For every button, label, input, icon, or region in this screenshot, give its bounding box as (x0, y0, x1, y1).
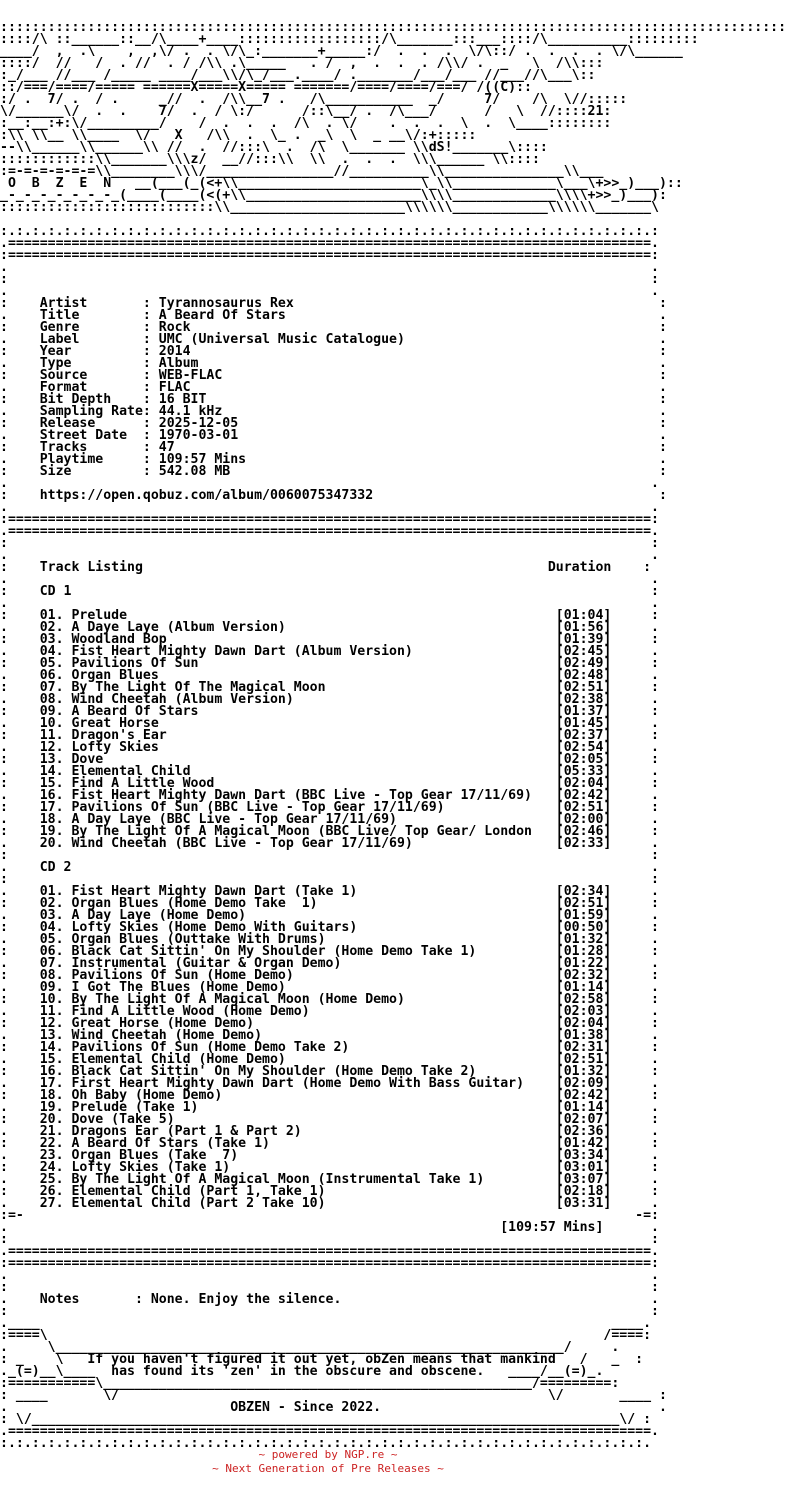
footer (0, 1448, 656, 1476)
tagline: ~ Next Generation of Pre Releases ~ (212, 1462, 444, 1475)
nfo-text: ::::::::::::::::::::::::::::::::::::::::::::::::::::::::::::::::::::::::::::::::::::::::::::::::::: ::::/\ ::______::__/\____+____::::::::::::::::::/\_______:::___::::/\__________::::::::: ____/ , .\ , ,\/ . . \/\_:_______+_____:/ . . . \/\::/ . . . . \/\______ ::::/ // / . // . / /\\ .\_____ . / , . . . /\\/ . _ \ /\\::: :_/___ //___ /_____ ____/___\\/\_/___.____/ ._______/___/___ //___//\___\:: ::/===/====/===== ======X=====X===== =======/====/====/===/ /((C):: :/ . 7/ . / . _// . /\\__7 . /\___________ _/ 7/ /\ \//::::: \/______\/ . . 7/ . / \:/ /::\__/ . /\___/ / \ //::::21: :__:__:+:\/_________/ / . . . /\ . \/ . . . \ . \____:::::::: :\\ \\__ \\____ \/ X /\\ . \_ . _\ \ _ __\/:+::::: --\\______\\______\\ // . //:::\ . /\ \_______ \\dS!_______\:::: ::::::::::::\\_______\\\z/ __//:::\\ \\ . . . \\\______ \\:::: :=-=-=-=-=-=\\________\\\/________________//__________\\_______________\\___ O B Z E N __(___(_(<+\\_______________________\_\\_____________\___\+>>_)___):: _-_-_-_-_-_-_-_(____(____(<(+\\______________________\\\\_____________\\\\+>>_)___): :::::::::::::::::::::::::::\\______________________\\\\\\____________\\\\\\_______\ :.:.:.:.:.:.:.:.:.:.:.:.:.:.:.:.:.:.:.:.:.:.:.:.:.:.:.:.:.:.:.:.:.:.:.:.:.:.:.:.:.: .=================================================================================. :=================================================================================: . . : : . . : Artist : Tyrannosaurus Rex : . Title : A Beard Of Stars . : Genre : Rock : . Label : UMC (Universal Music Catalogue) . : Year : 2014 : . Type : Album . : Source : WEB-FLAC : . Format : FLAC . : Bit Depth : 16 BIT : . Sampling Rate: 44.1 kHz . : Release : 2025-12-05 : . Street Date : 1970-03-01 . : Tracks : 47 : . Playtime : 109:57 Mins . : Size : 542.08 MB : . . : https://open.qobuz.com/album/0060075347332 : . . :=================================================================================: .=================================================================================. : : . . : Track Listing Duration : . . : CD 1 : . . : 01. Prelude [01:04] : . 02. A Daye Laye (Album Version) [01:56] . : 03. Woodland Bop [01:39] : . 04. Fist Heart Mighty Dawn Dart (Album Version) [02:45] . : 05. Pavilions Of Sun [02:49] : . 06. Organ Blues [02:48] . : 07. By The Light Of The Magical Moon [02:51] : . 08. Wind Cheetah (Album Version) [02:38] . : 09. A Beard Of Stars [01:37] : . 10. Great Horse [01:45] . : 11. Dragon's Ear [02:37] : . 12. Lofty Skies [02:54] . : 13. Dove [02:05] : . 14. Elemental Child [05:33] . : 15. Find A Little Wood [02:04] : . 16. Fist Heart Mighty Dawn Dart (BBC Live - Top Gear 17/11/69) [02:42] . : 17. Pavilions Of Sun (BBC Live - Top Gear 17/11/69) [02:51] : . 18. A Day Laye (BBC Live - Top Gear 17/11/69) [02:00] . : 19. By The Light Of A Magical Moon (BBC Live/ Top Gear/ London [02:46] : . 20. Wind Cheetah (BBC Live - Top Gear 17/11/69) [02:33] . : : . CD 2 . : : . 01. Fist Heart Mighty Dawn Dart (Take 1) [02:34] . : 02. Organ Blues (Home Demo Take 1) [02:51] : . 03. A Day Laye (Home Demo) [01:59] . : 04. Lofty Skies (Home Demo With Guitars) [00:50] : . 05. Organ Blues (Outtake With Drums) [01:32] . : 06. Black Cat Sittin' On My Shoulder (Home Demo Take 1) [01:28] : . 07. Instrumental (Guitar & Organ Demo) [01:22] . : 08. Pavilions Of Sun (Home Demo) [02:32] : . 09. I Got The Blues (Home Demo) [01:14] . : 10. By The Light Of A Magical Moon (Home Demo) [02:58] : . 11. Find A Little Wood (Home Demo) [02:03] . : 12. Great Horse (Home Demo) [02:04] : . 13. Wind Cheetah (Home Demo) [01:38] . : 14. Pavilions Of Sun (Home Demo Take 2) [02:31] : . 15. Elemental Child (Home Demo) [02:51] . : 16. Black Cat Sittin' On My Shoulder (Home Demo Take 2) [01:32] : . 17. First Heart Mighty Dawn Dart (Home Demo With Bass Guitar) [02:09] . : 18. Oh Baby (Home Demo) [02:42] : . 19. Prelude (Take 1) [01:14] . : 20. Dove (Take 5) [02:07] : . 21. Dragons Ear (Part 1 & Part 2) [02:36] . : 22. A Beard Of Stars (Take 1) [01:42] : . 23. Organ Blues (Take 7) [03:34] . : 24. Lofty Skies (Take 1) [03:01] : . 25. By The Light Of A Magical Moon (Instrumental Take 1) [03:07] . : 26. Elemental Child (Part 1, Take 1) [02:18] : . 27. Elemental Child (Part 2 Take 10) [03:31] . :=- -=: . [109:57 Mins] . : : .=================================================================================. :=================================================================================: . . : : . Notes : None. Enjoy the silence. . : : .____ ____. :====\ /====: . \________________________________________________________________/ . : _ \ If you haven't figured it out yet, obZen means that mankind / _ : ._(=)__\____ has found its 'zen' in the obscure and obscene. ____/__(=)_. :===========\______________________________________________________/=========: : ____ \/ \/ ____ : . OBZEN - Since 2022. . : \/__________________________________________________________________________\/ : .=================================================================================. :.:.:.:.:.:.:.:.:.:.:.:.:.:.:.:.:.:.:.:.:.:.:.:.:.:.:.:.:.:.:.:.:.:.:.:.:.:.:.:.:. (0, 20, 786, 1451)
powered-by: ~ powered by NGP.re ~ (258, 1448, 398, 1461)
